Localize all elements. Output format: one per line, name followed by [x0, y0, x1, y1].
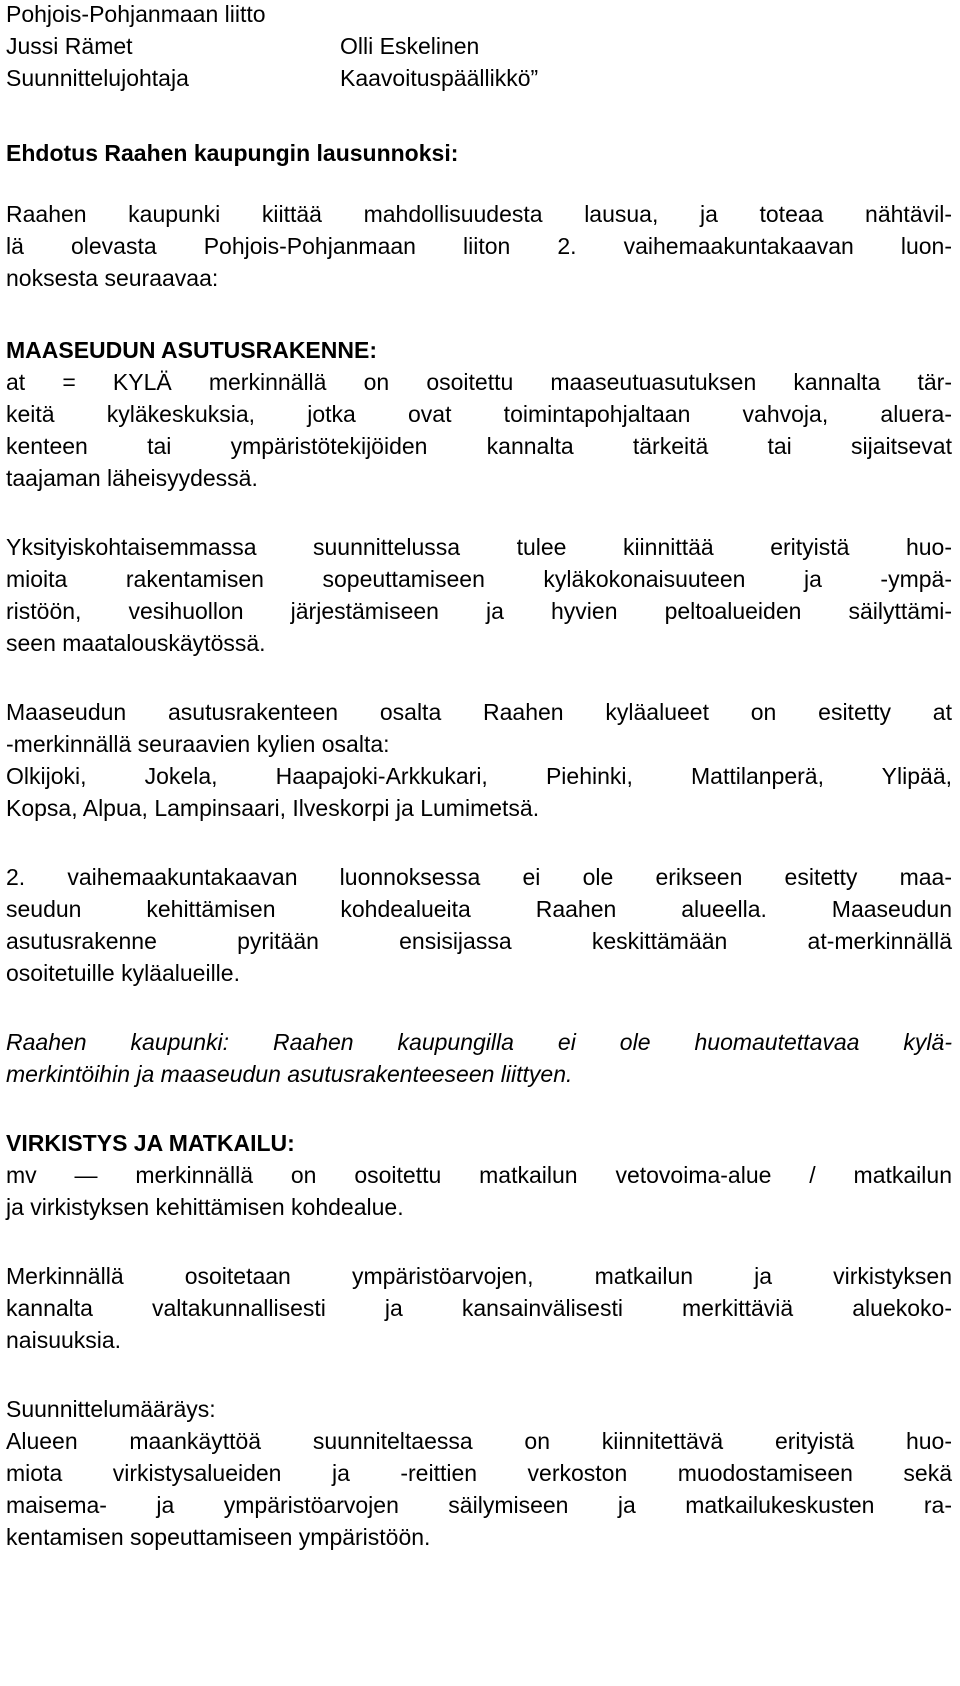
paragraph-line: seen maatalouskäytössä.: [6, 630, 266, 656]
paragraph-line: mv — merkinnällä on osoitettu matkailun vetovoima-alue / matkailun: [6, 1162, 952, 1188]
document-heading: Ehdotus Raahen kaupungin lausunnoksi:: [6, 140, 459, 166]
paragraph-line: Yksityiskohtaisemmassa suunnittelussa tulee kiinnittää erityistä huo-: [6, 534, 952, 560]
paragraph-line: Merkinnällä osoitetaan ympäristöarvojen, matkailun ja virkistyksen: [6, 1263, 952, 1289]
paragraph-line: Maaseudun asutusrakenteen osalta Raahen kyläalueet on esitetty at: [6, 699, 952, 725]
regulation-line: kentamisen sopeuttamiseen ympäristöön.: [6, 1524, 431, 1550]
person2-title: Kaavoituspäällikkö”: [340, 65, 539, 91]
paragraph-line: taajaman läheisyydessä.: [6, 465, 258, 491]
city-comment-line: merkintöihin ja maaseudun asutusrakenteeseen liittyen.: [6, 1061, 573, 1087]
person1-title: Suunnittelujohtaja: [6, 65, 189, 91]
paragraph-line: osoitetuille kyläalueille.: [6, 960, 240, 986]
intro-line: noksesta seuraavaa:: [6, 265, 219, 291]
paragraph-line: keitä kyläkeskuksia, jotka ovat toimintapohjaltaan vahvoja, aluera-: [6, 401, 952, 427]
paragraph-line: at = KYLÄ merkinnällä on osoitettu maaseutuasutuksen kannalta tär-: [6, 369, 952, 395]
regulation-line: Alueen maankäyttöä suunniteltaessa on kiinnitettävä erityistä huo-: [6, 1428, 952, 1454]
intro-line: Raahen kaupunki kiittää mahdollisuudesta lausua, ja toteaa nähtävil-: [6, 201, 952, 227]
city-comment-line: Raahen kaupunki: Raahen kaupungilla ei ole huomautettavaa kylä-: [6, 1029, 952, 1055]
paragraph-line: Olkijoki, Jokela, Haapajoki-Arkkukari, Piehinki, Mattilanperä, Ylipää,: [6, 763, 952, 789]
regulation-label: Suunnittelumääräys:: [6, 1396, 216, 1422]
org-name: Pohjois-Pohjanmaan liitto: [6, 1, 266, 27]
regulation-line: miota virkistysalueiden ja -reittien verkoston muodostamiseen sekä: [6, 1460, 952, 1486]
intro-line: lä olevasta Pohjois-Pohjanmaan liiton 2. vaihemaakuntakaavan luon-: [6, 233, 952, 259]
paragraph-line: ristöön, vesihuollon järjestämiseen ja hyvien peltoalueiden säilyttämi-: [6, 598, 952, 624]
section-title-maaseutu: MAASEUDUN ASUTUSRAKENNE:: [6, 337, 377, 363]
paragraph-line: kannalta valtakunnallisesti ja kansainvälisesti merkittäviä aluekoko-: [6, 1295, 952, 1321]
person1-name: Jussi Rämet: [6, 33, 133, 59]
section-title-virkistys: VIRKISTYS JA MATKAILU:: [6, 1130, 295, 1156]
paragraph-line: mioita rakentamisen sopeuttamiseen kyläkokonaisuuteen ja -ympä-: [6, 566, 952, 592]
person2-name: Olli Eskelinen: [340, 33, 480, 59]
paragraph-line: asutusrakenne pyritään ensisijassa keskittämään at-merkinnällä: [6, 928, 952, 954]
paragraph-line: kenteen tai ympäristötekijöiden kannalta tärkeitä tai sijaitsevat: [6, 433, 952, 459]
paragraph-line: -merkinnällä seuraavien kylien osalta:: [6, 731, 390, 757]
paragraph-line: 2. vaihemaakuntakaavan luonnoksessa ei ole erikseen esitetty maa-: [6, 864, 952, 890]
paragraph-line: seudun kehittämisen kohdealueita Raahen alueella. Maaseudun: [6, 896, 952, 922]
paragraph-line: naisuuksia.: [6, 1327, 122, 1353]
regulation-line: maisema- ja ympäristöarvojen säilymiseen ja matkailukeskusten ra-: [6, 1492, 952, 1518]
paragraph-line: Kopsa, Alpua, Lampinsaari, Ilveskorpi ja Lumimetsä.: [6, 795, 540, 821]
paragraph-line: ja virkistyksen kehittämisen kohdealue.: [6, 1194, 404, 1220]
